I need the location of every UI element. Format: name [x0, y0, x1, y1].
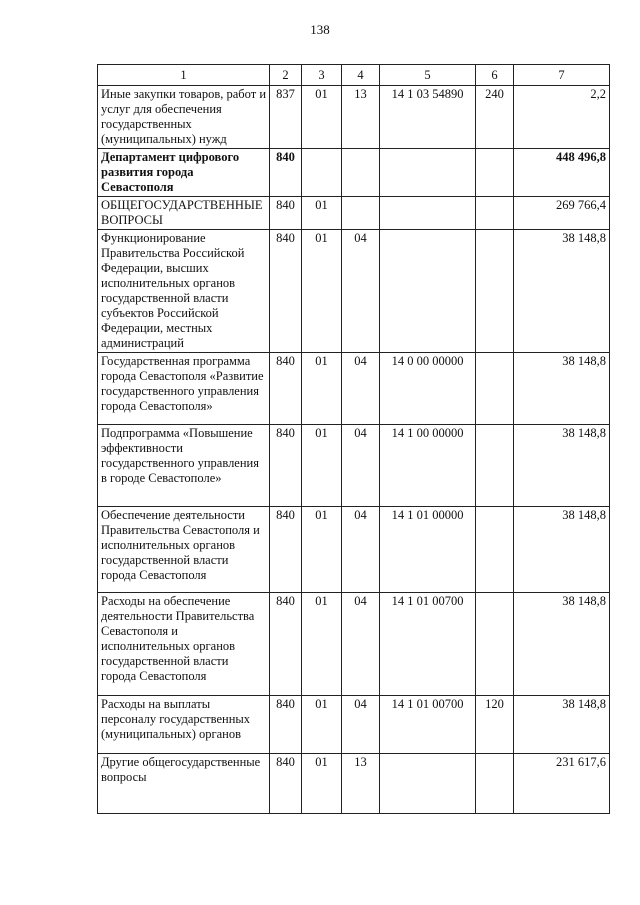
row-ministry-code: 840 — [270, 425, 302, 507]
table-row — [98, 507, 610, 593]
row-section — [302, 149, 342, 197]
page-number: 138 — [310, 22, 330, 37]
row-subsection: 04 — [342, 353, 380, 425]
row-name: Подпрограмма «Повышение эффективности государственного управления в городе Севастополе» — [98, 425, 270, 507]
row-name: Государственная программа города Севастополя «Развитие государственного управления города Севастополя» — [98, 353, 270, 425]
row-expense-type — [476, 197, 514, 230]
row-ministry-code: 840 — [270, 696, 302, 754]
row-amount: 448 496,8 — [514, 149, 610, 197]
column-header: 4 — [342, 65, 380, 86]
row-section: 01 — [302, 197, 342, 230]
row-subsection: 04 — [342, 230, 380, 353]
row-target-article — [380, 149, 476, 197]
column-header: 7 — [514, 65, 610, 86]
row-section: 01 — [302, 353, 342, 425]
row-subsection: 13 — [342, 86, 380, 149]
row-name: Функционирование Правительства Российской Федерации, высших исполнительных органов государственной власти субъектов Российской Федерации, местных администраций — [98, 230, 270, 353]
budget-table — [97, 64, 610, 814]
row-expense-type: 240 — [476, 86, 514, 149]
row-amount: 38 148,8 — [514, 425, 610, 507]
row-section: 01 — [302, 230, 342, 353]
row-target-article — [380, 197, 476, 230]
row-name: Иные закупки товаров, работ и услуг для обеспечения государственных (муниципальных) нужд — [98, 86, 270, 149]
row-subsection: 04 — [342, 507, 380, 593]
row-name: Расходы на выплаты персоналу государственных (муниципальных) органов — [98, 696, 270, 754]
column-header: 2 — [270, 65, 302, 86]
row-expense-type — [476, 149, 514, 197]
header-row — [98, 65, 610, 86]
row-section: 01 — [302, 696, 342, 754]
table-row — [98, 425, 610, 507]
row-amount: 269 766,4 — [514, 197, 610, 230]
table-row — [98, 696, 610, 754]
row-subsection: 04 — [342, 425, 380, 507]
row-ministry-code: 837 — [270, 86, 302, 149]
row-target-article — [380, 230, 476, 353]
row-name: Расходы на обеспечение деятельности Правительства Севастополя и исполнительных органов государственной власти города Севастополя — [98, 593, 270, 696]
column-header: 5 — [380, 65, 476, 86]
row-ministry-code: 840 — [270, 593, 302, 696]
row-amount: 2,2 — [514, 86, 610, 149]
row-ministry-code: 840 — [270, 149, 302, 197]
row-expense-type — [476, 230, 514, 353]
row-subsection — [342, 197, 380, 230]
table-row — [98, 149, 610, 197]
row-expense-type — [476, 507, 514, 593]
row-target-article: 14 1 01 00700 — [380, 696, 476, 754]
row-amount: 38 148,8 — [514, 696, 610, 754]
column-header: 1 — [98, 65, 270, 86]
row-ministry-code: 840 — [270, 353, 302, 425]
row-amount: 231 617,6 — [514, 754, 610, 814]
table-row — [98, 197, 610, 230]
row-name: Другие общегосударственные вопросы — [98, 754, 270, 814]
row-target-article: 14 1 01 00000 — [380, 507, 476, 593]
row-ministry-code: 840 — [270, 507, 302, 593]
row-target-article — [380, 754, 476, 814]
row-section: 01 — [302, 754, 342, 814]
row-name: Обеспечение деятельности Правительства Севастополя и исполнительных органов государственной власти города Севастополя — [98, 507, 270, 593]
row-section: 01 — [302, 593, 342, 696]
row-amount: 38 148,8 — [514, 593, 610, 696]
row-section: 01 — [302, 507, 342, 593]
row-amount: 38 148,8 — [514, 353, 610, 425]
table-row — [98, 593, 610, 696]
row-expense-type — [476, 425, 514, 507]
row-expense-type: 120 — [476, 696, 514, 754]
row-expense-type — [476, 593, 514, 696]
column-header: 6 — [476, 65, 514, 86]
row-subsection: 04 — [342, 593, 380, 696]
table-row — [98, 353, 610, 425]
table-row — [98, 86, 610, 149]
row-amount: 38 148,8 — [514, 230, 610, 353]
row-ministry-code: 840 — [270, 754, 302, 814]
row-subsection — [342, 149, 380, 197]
row-expense-type — [476, 754, 514, 814]
row-ministry-code: 840 — [270, 197, 302, 230]
row-section: 01 — [302, 425, 342, 507]
table-row — [98, 230, 610, 353]
row-section: 01 — [302, 86, 342, 149]
row-target-article: 14 0 00 00000 — [380, 353, 476, 425]
row-subsection: 13 — [342, 754, 380, 814]
row-target-article: 14 1 03 54890 — [380, 86, 476, 149]
row-expense-type — [476, 353, 514, 425]
column-header: 3 — [302, 65, 342, 86]
table-row — [98, 754, 610, 814]
row-name: ОБЩЕГОСУДАРСТВЕННЫЕ ВОПРОСЫ — [98, 197, 270, 230]
row-name: Департамент цифрового развития города Севастополя — [98, 149, 270, 197]
row-target-article: 14 1 00 00000 — [380, 425, 476, 507]
row-amount: 38 148,8 — [514, 507, 610, 593]
row-target-article: 14 1 01 00700 — [380, 593, 476, 696]
row-subsection: 04 — [342, 696, 380, 754]
row-ministry-code: 840 — [270, 230, 302, 353]
